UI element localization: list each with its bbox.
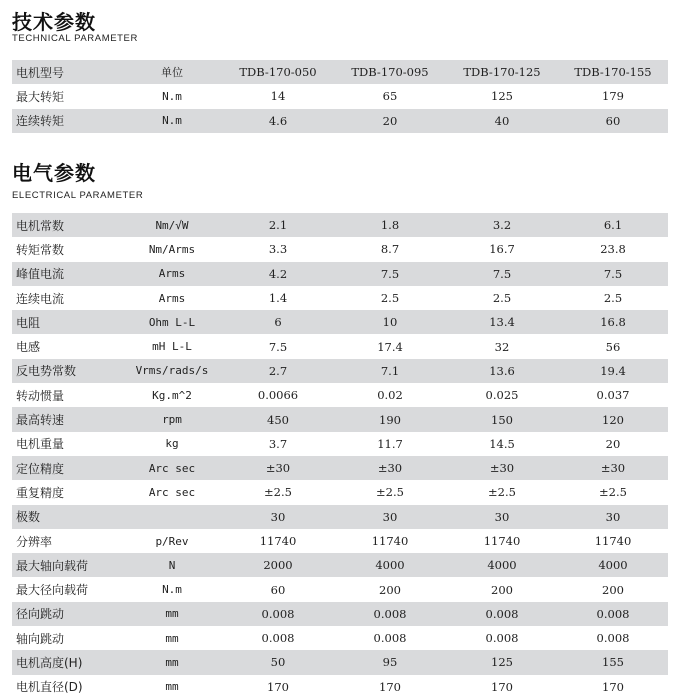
row-label: 最高转速 (12, 407, 122, 431)
value-cell: 7.1 (334, 359, 446, 383)
unit-cell: Nm/√W (122, 213, 222, 237)
value-cell: 56 (605, 339, 621, 354)
unit-cell: Arms (122, 262, 222, 286)
row-label: 最大轴向载荷 (12, 553, 122, 577)
row-label: 径向跳动 (12, 602, 122, 626)
row-label: 最大转矩 (16, 89, 65, 104)
value-cell: 23.8 (600, 242, 626, 257)
value-cell: ±30 (446, 456, 558, 480)
value-cell: 11.7 (377, 436, 403, 451)
table-row (12, 675, 668, 699)
value-cell: 170 (379, 679, 401, 694)
row-label: 分辨率 (16, 534, 53, 549)
value-cell: 150 (446, 407, 558, 431)
row-label: 电机重量 (16, 437, 65, 452)
value-cell: 2.5 (603, 291, 623, 306)
value-cell: 2000 (222, 553, 334, 577)
value-cell: ±30 (558, 456, 668, 480)
value-cell: 200 (491, 582, 513, 597)
row-label: 极数 (12, 505, 122, 529)
unit-cell: 单位 (122, 60, 222, 84)
value-cell: 14.5 (489, 436, 515, 451)
value-cell: 4000 (446, 553, 558, 577)
value-cell: 13.6 (446, 359, 558, 383)
value-cell: 125 (446, 650, 558, 674)
value-cell: ±30 (334, 456, 446, 480)
value-cell: 1.4 (268, 291, 288, 306)
table-row (12, 577, 668, 601)
value-cell: 65 (382, 89, 398, 104)
value-cell: 200 (602, 582, 624, 597)
value-cell: 7.5 (268, 339, 288, 354)
row-label: 电阻 (12, 310, 122, 334)
value-cell: 3.2 (446, 213, 558, 237)
table-row (12, 650, 668, 674)
table-row (12, 213, 668, 237)
row-label: 电机直径(D) (16, 680, 83, 695)
unit-cell: Ohm L-L (122, 310, 222, 334)
unit-cell: mH L-L (152, 340, 192, 354)
unit-cell: mm (122, 650, 222, 674)
row-label: 连续电流 (16, 291, 65, 306)
value-cell: 11740 (371, 534, 409, 548)
technical-parameter-subtitle: TECHNICAL PARAMETER (12, 33, 138, 44)
value-cell: 450 (222, 407, 334, 431)
row-label: 连续转矩 (12, 109, 122, 133)
row-label: 转矩常数 (16, 242, 65, 257)
value-cell: ±2.5 (264, 485, 292, 500)
value-cell: 4000 (558, 553, 668, 577)
row-label: 转动惯量 (16, 388, 65, 403)
value-cell: TDB-170-125 (446, 60, 558, 84)
value-cell: 0.025 (485, 388, 519, 403)
value-cell: 30 (222, 505, 334, 529)
value-cell: 4.6 (222, 109, 334, 133)
value-cell: 1.8 (334, 213, 446, 237)
value-cell: 190 (334, 407, 446, 431)
unit-cell: N.m (162, 89, 182, 103)
value-cell: 20 (334, 109, 446, 133)
value-cell: 17.4 (377, 339, 403, 354)
value-cell: 10 (334, 310, 446, 334)
value-cell: 7.5 (558, 262, 668, 286)
value-cell: 0.008 (485, 631, 519, 646)
row-label: 反电势常数 (12, 359, 122, 383)
unit-cell: mm (165, 680, 179, 694)
value-cell: 0.008 (261, 631, 295, 646)
table-row (12, 529, 668, 553)
value-cell: 2.5 (492, 291, 512, 306)
row-label: 最大径向载荷 (16, 583, 89, 598)
value-cell: 14 (270, 89, 286, 104)
table-row (12, 237, 668, 261)
value-cell: ±30 (222, 456, 334, 480)
unit-cell (122, 505, 222, 529)
unit-cell: N.m (162, 583, 182, 597)
value-cell: TDB-170-095 (334, 60, 446, 84)
value-cell: 0.0066 (257, 388, 299, 403)
value-cell: ±2.5 (599, 485, 627, 500)
value-cell: 32 (494, 339, 510, 354)
value-cell: 0.008 (334, 602, 446, 626)
table-row (12, 432, 668, 456)
value-cell: 179 (602, 89, 624, 104)
row-label: 电机型号 (12, 60, 122, 84)
value-cell: 0.037 (596, 388, 630, 403)
table-row (12, 456, 668, 480)
value-cell: 170 (491, 679, 513, 694)
value-cell: 8.7 (380, 242, 400, 257)
value-cell: 2.1 (222, 213, 334, 237)
value-cell: 30 (558, 505, 668, 529)
table-row (12, 286, 668, 310)
value-cell: 4000 (334, 553, 446, 577)
value-cell: 170 (267, 679, 289, 694)
value-cell: 6 (222, 310, 334, 334)
value-cell: 0.008 (373, 631, 407, 646)
table-row (12, 334, 668, 358)
value-cell: 200 (379, 582, 401, 597)
unit-cell: Nm/Arms (148, 242, 196, 256)
electrical-parameter-table (12, 213, 668, 699)
value-cell: 125 (491, 89, 513, 104)
value-cell: 7.5 (334, 262, 446, 286)
unit-cell: mm (122, 602, 222, 626)
table-row (12, 480, 668, 504)
value-cell: 0.008 (446, 602, 558, 626)
value-cell: 155 (558, 650, 668, 674)
table-row (12, 626, 668, 650)
row-label: 轴向跳动 (16, 631, 65, 646)
table-row (12, 359, 668, 383)
unit-cell: Arms (158, 291, 186, 305)
value-cell: 11740 (594, 534, 632, 548)
unit-cell: mm (165, 631, 179, 645)
unit-cell: Vrms/rads/s (122, 359, 222, 383)
value-cell: 3.7 (268, 436, 288, 451)
value-cell: ±2.5 (488, 485, 516, 500)
technical-parameter-table (12, 60, 668, 133)
value-cell: 7.5 (446, 262, 558, 286)
value-cell: TDB-170-050 (222, 60, 334, 84)
technical-parameter-title: 技术参数 (12, 10, 96, 34)
value-cell: 2.5 (380, 291, 400, 306)
unit-cell: N.m (122, 109, 222, 133)
row-label: 电感 (16, 340, 41, 355)
row-label: 电机常数 (12, 213, 122, 237)
value-cell: 13.4 (446, 310, 558, 334)
row-label: 峰值电流 (12, 262, 122, 286)
value-cell: 4.2 (222, 262, 334, 286)
value-cell: 120 (558, 407, 668, 431)
value-cell: 0.008 (558, 602, 668, 626)
row-label: 重复精度 (16, 485, 65, 500)
value-cell: 6.1 (558, 213, 668, 237)
value-cell: 60 (558, 109, 668, 133)
table-row (12, 383, 668, 407)
row-label: 定位精度 (12, 456, 122, 480)
table-row (12, 310, 668, 334)
value-cell: 0.008 (222, 602, 334, 626)
table-row (12, 84, 668, 108)
value-cell: 0.008 (596, 631, 630, 646)
value-cell: 19.4 (558, 359, 668, 383)
value-cell: 170 (602, 679, 624, 694)
table-row (12, 553, 668, 577)
value-cell: 30 (334, 505, 446, 529)
value-cell: 40 (446, 109, 558, 133)
unit-cell: Kg.m^2 (152, 388, 192, 402)
value-cell: 16.7 (489, 242, 515, 257)
table-row (12, 109, 668, 133)
value-cell: 30 (446, 505, 558, 529)
value-cell: 95 (334, 650, 446, 674)
value-cell: 11740 (483, 534, 521, 548)
value-cell: 60 (270, 582, 286, 597)
unit-cell: rpm (122, 407, 222, 431)
value-cell: 11740 (259, 534, 297, 548)
row-label: 电机高度(H) (12, 650, 122, 674)
table-row (12, 602, 668, 626)
table-row (12, 262, 668, 286)
value-cell: 2.7 (222, 359, 334, 383)
value-cell: 3.3 (268, 242, 288, 257)
table-row (12, 60, 668, 84)
value-cell: ±2.5 (376, 485, 404, 500)
value-cell: 50 (222, 650, 334, 674)
value-cell: 20 (605, 436, 621, 451)
unit-cell: N (122, 553, 222, 577)
value-cell: TDB-170-155 (558, 60, 668, 84)
table-row (12, 505, 668, 529)
electrical-parameter-title: 电气参数 (12, 161, 96, 185)
value-cell: 16.8 (558, 310, 668, 334)
unit-cell: kg (165, 437, 179, 451)
table-row (12, 407, 668, 431)
electrical-parameter-subtitle: ELECTRICAL PARAMETER (12, 190, 144, 201)
unit-cell: p/Rev (155, 534, 189, 548)
value-cell: 0.02 (377, 388, 403, 403)
unit-cell: Arc sec (122, 456, 222, 480)
unit-cell: Arc sec (148, 485, 196, 499)
